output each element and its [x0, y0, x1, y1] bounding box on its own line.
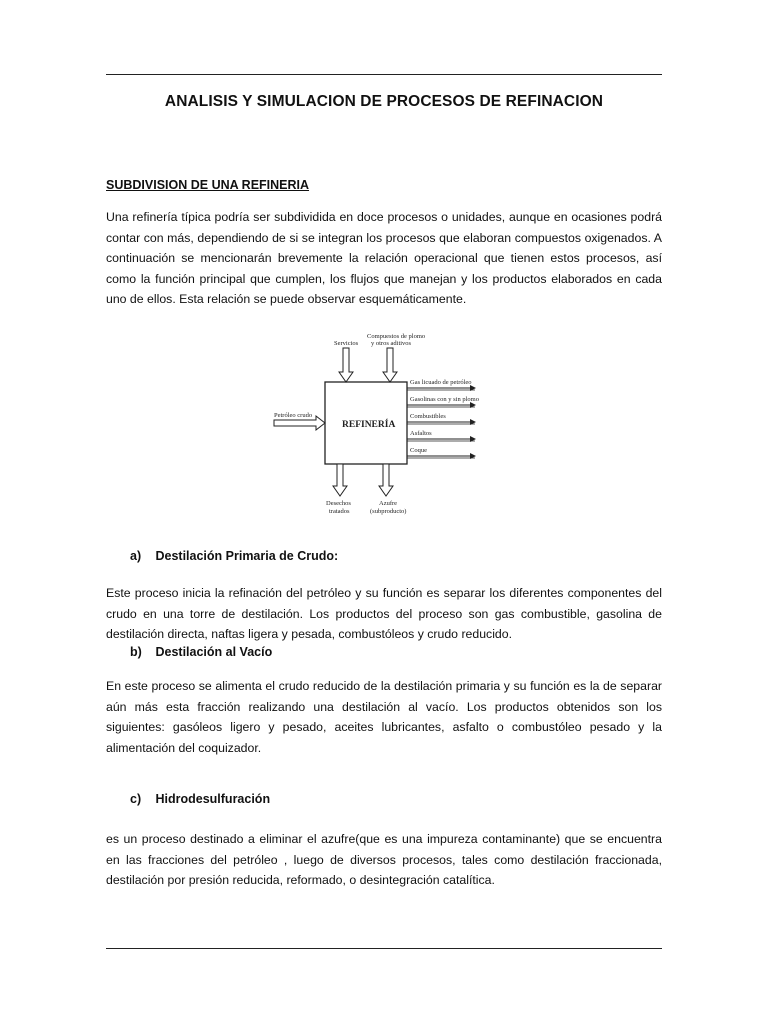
input-lead-label-1: Compuestos de plomo [367, 333, 426, 340]
output-lpg-label: Gas licuado de petróleo [410, 379, 472, 386]
input-lead-label-2: y otros aditivos [371, 340, 412, 347]
input-crude-label: Petróleo crudo [274, 412, 313, 419]
section-b-label: b) [130, 645, 142, 659]
section-heading: SUBDIVISION DE UNA REFINERIA [106, 178, 310, 192]
section-c-text: es un proceso destinado a eliminar el azufre(que es una impureza contaminante) que se encuentra en las fracciones del petróleo , luego de diversos procesos, tales como destilación fraccionada, destilación por presión reducida, reformado, o desintegración catalítica. [106, 832, 662, 887]
output-waste-label-1: Desechos [326, 500, 351, 507]
input-services-label: Servicios [334, 340, 359, 347]
input-lead-arrow [383, 348, 397, 382]
section-c-title: Hidrodesulfuración [155, 792, 271, 806]
bottom-rule [106, 948, 662, 949]
refinery-diagram [270, 328, 490, 523]
output-asphalt-label: Asfaltos [410, 430, 432, 437]
section-c-label: c) [130, 792, 142, 806]
section-a-label: a) [130, 549, 142, 563]
refinery-label: REFINERÍA [342, 420, 396, 430]
output-coke-label: Coque [410, 447, 427, 454]
output-sulfur-label-1: Azufre [379, 500, 398, 507]
output-sulfur-label-2: (subproducto) [370, 508, 407, 515]
document-title: ANALISIS Y SIMULACION DE PROCESOS DE REFINACION [164, 93, 604, 110]
section-a-text: Este proceso inicia la refinación del petróleo y su función es separar los diferentes componentes del crudo en una torre de destilación. Los productos del proceso son gas combustible, gasolina de destilación directa, naftas ligera y pesada, combustóleos y crudo reducido. [106, 586, 662, 641]
section-b-title: Destilación al Vacío [155, 645, 273, 659]
output-sulfur-arrow [379, 464, 393, 496]
section-b-heading [130, 645, 272, 659]
section-a-heading [130, 549, 338, 563]
input-services-arrow [339, 348, 353, 382]
output-waste-arrow [333, 464, 347, 496]
section-a-title: Destilación Primaria de Crudo: [155, 549, 339, 563]
output-gasoline-label: Gasolinas con y sin plomo [410, 396, 479, 403]
output-fuels-label: Combustibles [410, 413, 446, 420]
intro-paragraph: Una refinería típica podría ser subdividida en doce procesos o unidades, aunque en ocasiones podrá contar con más, dependiendo de si se integran los procesos que elaboran compuestos oxigenados. A continuación se mencionarán brevemente la relación operacional que tienen estos procesos, así como la función principal que cumplen, los flujos que manejan y los productos elaborados en cada uno de ellos. Esta relación se puede observar esquemáticamente. [106, 210, 662, 306]
section-b-text: En este proceso se alimenta el crudo reducido de la destilación primaria y su función es la de separar aún más esta fracción realizando una destilación al vacío. Los productos obtenidos son los siguientes: gasóleos ligero y pesado, aceites lubricantes, asfalto o combustóleo pesado y la alimentación del coquizador. [106, 679, 662, 755]
top-rule [106, 74, 662, 75]
output-waste-label-2: tratados [329, 508, 350, 515]
section-c-heading [130, 792, 270, 806]
